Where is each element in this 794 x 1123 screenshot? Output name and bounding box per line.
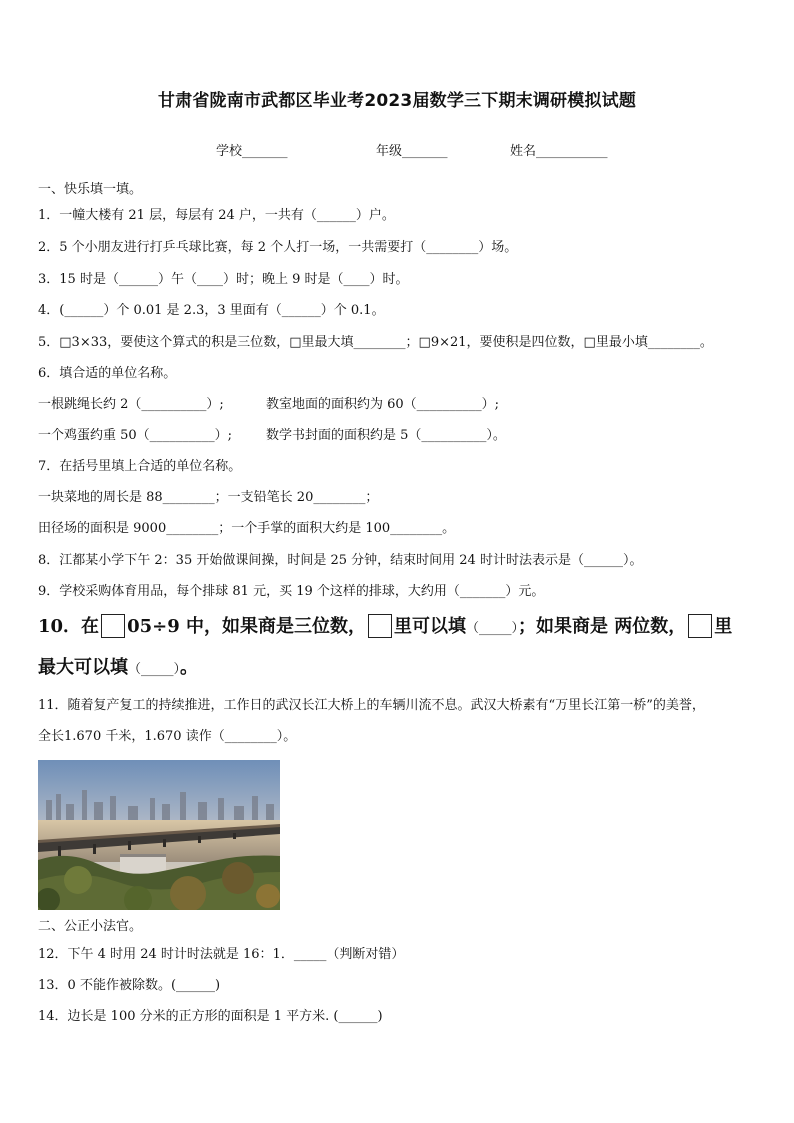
grade-field: 年级_______ [376, 144, 448, 159]
question-7-line-a: 一块菜地的周长是 88________；一支铅笔长 20________； [38, 490, 379, 505]
question-10-line-1 [38, 614, 732, 642]
question-6-item-c: 一个鸡蛋约重 50（__________）; [38, 428, 233, 443]
question-4: 4．(______）个 0.01 是 2.3，3 里面有（______）个 0.1。 [38, 303, 385, 318]
answer-box [101, 614, 125, 638]
school-field: 学校_______ [216, 144, 288, 159]
question-10-text: 里可以填 [393, 616, 466, 637]
question-6-item-a: 一根跳绳长约 2（__________）; [38, 397, 224, 412]
question-10-text: 最大可以填 [38, 657, 128, 678]
question-12: 12．下午 4 时用 24 时计时法就是 16：1．_____（判断对错） [38, 947, 405, 962]
question-5: 5．□3×33，要使这个算式的积是三位数，□里最大填________；□9×21，要使积是四位数，□里最小填________。 [38, 335, 713, 350]
question-13: 13．0 不能作被除数。(______) [38, 978, 221, 993]
section-1-heading: 一、快乐填一填。 [38, 182, 143, 197]
question-10-text: ；如果商是 两位数， [518, 616, 687, 637]
question-10-text: 10．在 [38, 616, 100, 637]
question-9: 9．学校采购体育用品，每个排球 81 元，买 19 个这样的排球，大约用（_______）元。 [38, 584, 545, 599]
question-10-text: 。 [180, 657, 199, 678]
answer-box [368, 614, 392, 638]
question-7-line-b: 田径场的面积是 9000________；一个手掌的面积大约是 100________。 [38, 521, 456, 536]
question-10-blank: （_____） [465, 621, 518, 636]
bridge-photo-illustration [38, 760, 280, 910]
question-14: 14．边长是 100 分米的正方形的面积是 1 平方米. (______) [38, 1009, 383, 1024]
question-7: 7．在括号里填上合适的单位名称。 [38, 459, 242, 474]
question-2: 2．5 个小朋友进行打乒乓球比赛，每 2 个人打一场，一共需要打（________）场。 [38, 240, 518, 255]
question-3: 3．15 时是（______）午（____）时；晚上 9 时是（____）时。 [38, 272, 409, 287]
bridge-photo [38, 760, 280, 910]
question-10-text: 里 [714, 616, 733, 637]
question-11-line-2: 全长1.670 千米，1.670 读作（________）。 [38, 729, 297, 744]
question-10-line-2 [38, 655, 198, 683]
question-6-item-b: 教室地面的面积约为 60（__________）; [266, 397, 500, 412]
name-field: 姓名___________ [510, 144, 608, 159]
question-11-line-1: 11．随着复产复工的持续推进，工作日的武汉长江大桥上的车辆川流不息。武汉大桥素有“万里长江第一桥”的美誉， [38, 698, 705, 713]
question-8: 8．江都某小学下午 2：35 开始做课间操，时间是 25 分钟，结束时间用 24 时计时法表示是（______）。 [38, 553, 643, 568]
question-10-text: 05÷9 中，如果商是三位数， [127, 616, 366, 637]
section-2-heading: 二、公正小法官。 [38, 919, 143, 934]
question-10-blank: （_____） [128, 662, 181, 677]
answer-box [688, 614, 712, 638]
page-title: 甘肃省陇南市武都区毕业考2023届数学三下期末调研模拟试题 [157, 91, 637, 111]
question-6: 6．填合适的单位名称。 [38, 366, 177, 381]
question-1: 1．一幢大楼有 21 层，每层有 24 户，一共有（______）户。 [38, 208, 395, 223]
question-6-item-d: 数学书封面的面积约是 5（__________）。 [266, 428, 506, 443]
